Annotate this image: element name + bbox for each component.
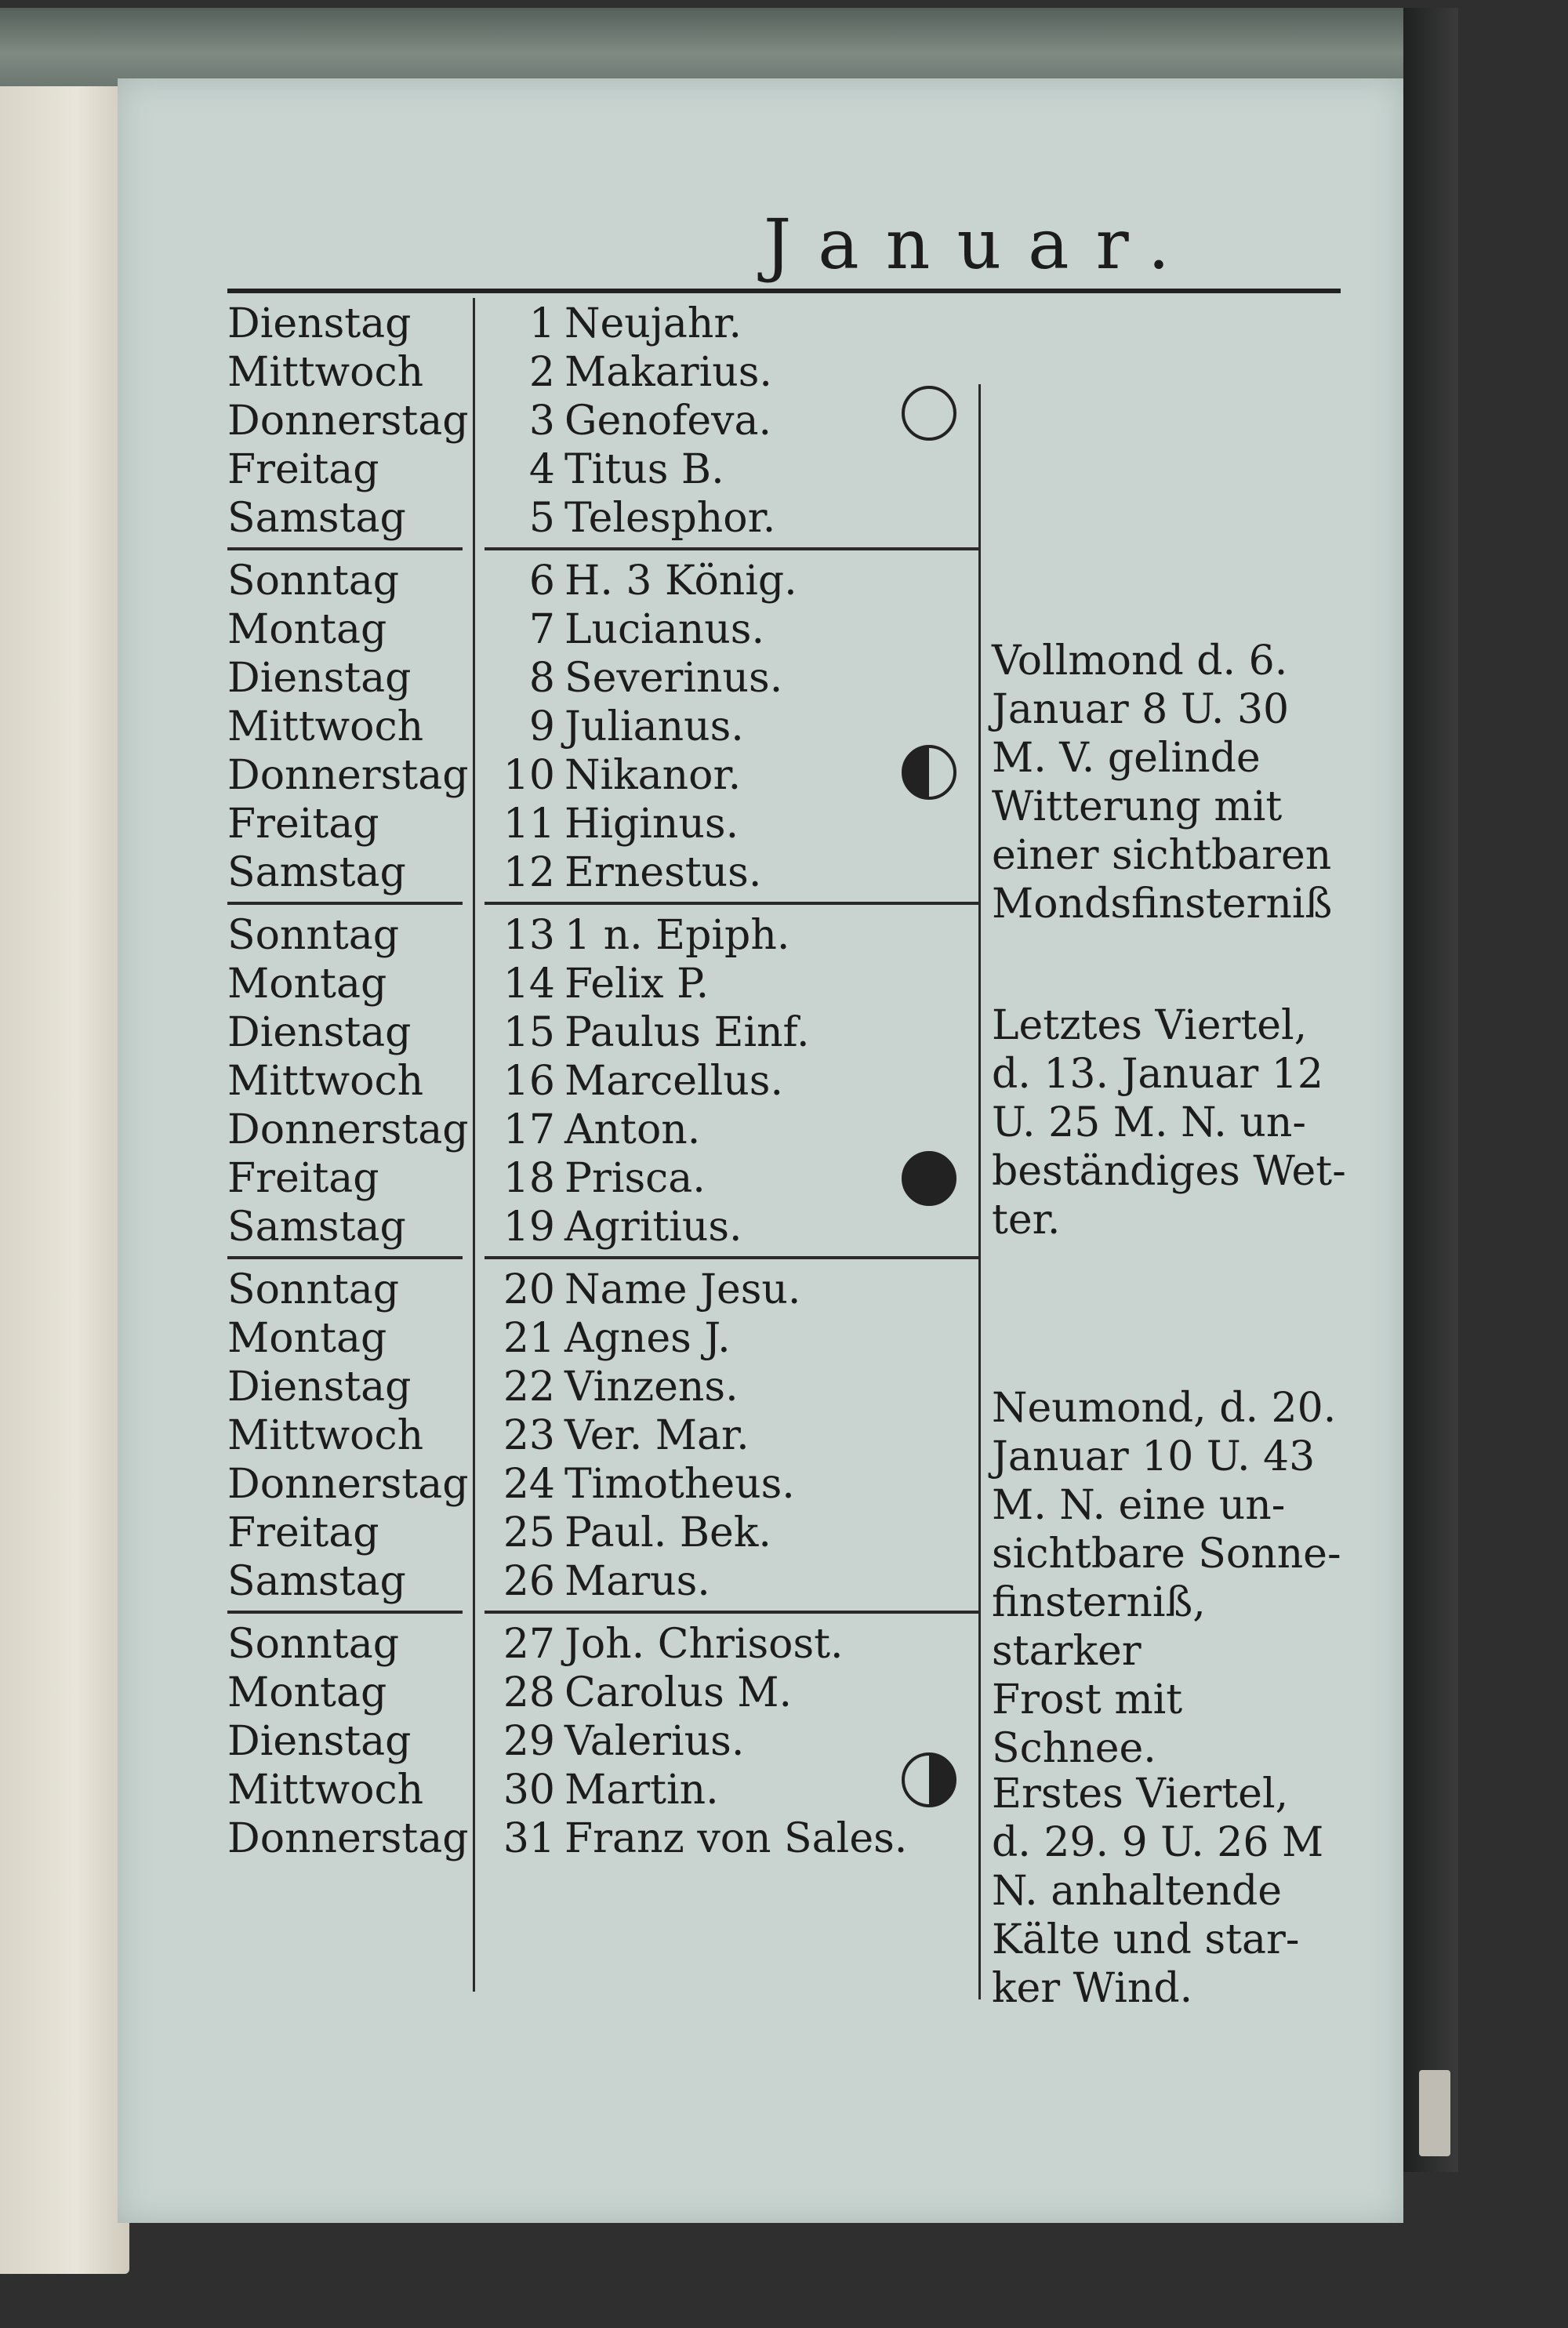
day-number: 4	[528, 446, 555, 493]
moon-phase-note	[992, 637, 1352, 928]
moon-note-line: Frost mit Schnee.	[992, 1676, 1183, 1772]
calendar-row	[485, 1266, 1096, 1314]
moon-note-line: M. N. eine un-	[992, 1482, 1286, 1529]
weekday-label: Donnerstag	[227, 1461, 469, 1508]
moon-note-line: einer sichtbaren	[992, 832, 1332, 879]
weekday-label: Dienstag	[227, 1718, 412, 1765]
weekday-label: Montag	[227, 606, 387, 653]
feast-name: Genofeva.	[564, 398, 772, 445]
week-divider	[485, 902, 978, 905]
day-number: 9	[528, 703, 555, 750]
feast-name: Anton.	[564, 1106, 701, 1153]
full-moon-icon	[902, 386, 956, 441]
day-number: 22	[503, 1364, 555, 1411]
weekday-label: Donnerstag	[227, 398, 469, 445]
book-cover-spine	[1403, 8, 1458, 2172]
left-page-edge	[0, 86, 129, 2274]
weekday-label: Samstag	[227, 1558, 406, 1605]
moon-note-line: beständiges Wet-	[992, 1148, 1346, 1195]
day-number: 3	[528, 398, 555, 445]
week-block	[485, 300, 1096, 543]
calendar-row	[485, 557, 1096, 605]
day-number: 5	[528, 495, 555, 542]
spine-tab	[1419, 2070, 1450, 2156]
first-quarter-icon	[902, 1752, 956, 1807]
feast-name: H. 3 König.	[564, 557, 797, 605]
day-number: 29	[503, 1718, 555, 1765]
feast-name: 1 n. Epiph.	[564, 912, 790, 959]
calendar-page	[118, 78, 1403, 2223]
moon-note-line: ker Wind.	[992, 1965, 1193, 2012]
week-divider	[485, 1611, 978, 1614]
moon-note-line: N. anhaltende	[992, 1868, 1283, 1915]
feast-name: Neujahr.	[564, 300, 742, 347]
day-number: 13	[503, 912, 555, 959]
feast-name: Name Jesu.	[564, 1266, 801, 1313]
feast-name: Franz von Sales.	[564, 1815, 908, 1862]
feast-name: Martin.	[564, 1767, 719, 1814]
weekday-label: Dienstag	[227, 300, 412, 347]
feast-name: Telesphor.	[564, 495, 776, 542]
moon-phase-note	[992, 1001, 1352, 1244]
feast-name: Vinzens.	[564, 1364, 739, 1411]
day-number: 25	[503, 1509, 555, 1556]
moon-phase-note	[992, 1770, 1352, 2013]
weekday-label: Freitag	[227, 446, 379, 493]
weekday-label: Mittwoch	[227, 349, 424, 396]
calendar-row	[485, 300, 1096, 348]
weekday-label: Samstag	[227, 495, 406, 542]
day-number: 8	[528, 655, 555, 702]
weekday-label: Mittwoch	[227, 1767, 424, 1814]
feast-name: Julianus.	[564, 703, 744, 750]
moon-note-line: Januar 10 U. 43	[992, 1433, 1316, 1480]
feast-name: Lucianus.	[564, 606, 764, 653]
moon-note-line: Neumond, d. 20.	[992, 1385, 1337, 1432]
weekday-label: Sonntag	[227, 1266, 400, 1313]
calendar-row	[485, 348, 1096, 397]
feast-name: Severinus.	[564, 655, 783, 702]
day-number: 12	[503, 849, 555, 896]
week-divider	[485, 547, 978, 550]
weekday-label: Montag	[227, 961, 387, 1008]
feast-name: Prisca.	[564, 1155, 706, 1202]
weekday-label: Sonntag	[227, 557, 400, 605]
last-quarter-icon	[902, 745, 956, 800]
moon-note-line: M. V. gelinde	[992, 735, 1261, 782]
weekday-label: Sonntag	[227, 1621, 400, 1668]
moon-note-line: Vollmond d. 6.	[992, 637, 1288, 685]
feast-name: Makarius.	[564, 349, 772, 396]
weekday-label: Montag	[227, 1669, 387, 1716]
moon-note-line: ter.	[992, 1197, 1061, 1244]
page-title: Januar.	[764, 204, 1196, 285]
feast-name: Nikanor.	[564, 752, 742, 799]
new-moon-icon	[902, 1151, 956, 1206]
feast-name: Higinus.	[564, 801, 739, 848]
calendar-row	[485, 494, 1096, 543]
moon-note-line: d. 13. Januar 12	[992, 1051, 1323, 1098]
week-divider	[227, 1611, 463, 1614]
moon-note-line: Januar 8 U. 30	[992, 686, 1290, 733]
moon-note-line: Letztes Viertel,	[992, 1002, 1308, 1049]
week-divider	[227, 1256, 463, 1259]
day-number: 23	[503, 1412, 555, 1459]
weekday-label: Mittwoch	[227, 1412, 424, 1459]
weekday-label: Mittwoch	[227, 1058, 424, 1105]
moon-note-line: Kälte und star-	[992, 1916, 1300, 1963]
day-number: 2	[528, 349, 555, 396]
day-number: 21	[503, 1315, 555, 1362]
day-number: 28	[503, 1669, 555, 1716]
feast-name: Ernestus.	[564, 849, 762, 896]
week-divider	[227, 902, 463, 905]
day-number: 26	[503, 1558, 555, 1605]
feast-name: Carolus M.	[564, 1669, 793, 1716]
day-number: 11	[503, 801, 555, 848]
moon-note-line: d. 29. 9 U. 26 M	[992, 1819, 1324, 1866]
day-number: 7	[528, 606, 555, 653]
weekday-label: Freitag	[227, 801, 379, 848]
day-number: 10	[503, 752, 555, 799]
weekday-label: Mittwoch	[227, 703, 424, 750]
feast-name: Joh. Chrisost.	[564, 1621, 844, 1668]
weekday-label: Samstag	[227, 849, 406, 896]
calendar-row	[485, 1314, 1096, 1363]
day-number: 16	[503, 1058, 555, 1105]
feast-name: Timotheus.	[564, 1461, 795, 1508]
day-number: 1	[528, 300, 555, 347]
weekday-label: Dienstag	[227, 1364, 412, 1411]
feast-name: Paul. Bek.	[564, 1509, 771, 1556]
day-number: 20	[503, 1266, 555, 1313]
moon-note-line: Mondsfinsterniß	[992, 881, 1333, 928]
day-number: 31	[503, 1815, 555, 1862]
feast-name: Titus B.	[564, 446, 724, 493]
feast-name: Marcellus.	[564, 1058, 783, 1105]
moon-phase-note	[992, 1384, 1352, 1773]
day-number: 17	[503, 1106, 555, 1153]
week-divider	[227, 547, 463, 550]
weekday-label: Freitag	[227, 1155, 379, 1202]
feast-name: Marus.	[564, 1558, 710, 1605]
week-divider	[485, 1256, 978, 1259]
calendar-row	[485, 397, 1096, 445]
weekday-label: Dienstag	[227, 655, 412, 702]
header-rule	[227, 289, 1341, 293]
feast-name: Agnes J.	[564, 1315, 731, 1362]
feast-name: Felix P.	[564, 961, 710, 1008]
feast-name: Paulus Einf.	[564, 1009, 810, 1056]
day-number: 30	[503, 1767, 555, 1814]
weekday-label: Donnerstag	[227, 1106, 469, 1153]
day-number: 27	[503, 1621, 555, 1668]
moon-note-line: U. 25 M. N. un-	[992, 1099, 1306, 1146]
feast-name: Valerius.	[564, 1718, 745, 1765]
weekday-label: Donnerstag	[227, 752, 469, 799]
moon-note-line: Witterung mit	[992, 783, 1283, 830]
day-number: 19	[503, 1204, 555, 1251]
weekday-label: Sonntag	[227, 912, 400, 959]
feast-name: Ver. Mar.	[564, 1412, 750, 1459]
day-number: 15	[503, 1009, 555, 1056]
day-number: 24	[503, 1461, 555, 1508]
weekday-label: Montag	[227, 1315, 387, 1362]
moon-note-line: sichtbare Sonne-	[992, 1531, 1341, 1578]
moon-note-line: Erstes Viertel,	[992, 1771, 1289, 1818]
day-number: 18	[503, 1155, 555, 1202]
weekday-label: Samstag	[227, 1204, 406, 1251]
day-number: 6	[528, 557, 555, 605]
moon-note-line: finsterniß, starker	[992, 1579, 1206, 1675]
calendar-row	[485, 445, 1096, 494]
day-number: 14	[503, 961, 555, 1008]
weekday-label: Freitag	[227, 1509, 379, 1556]
weekday-label: Donnerstag	[227, 1815, 469, 1862]
weekday-label: Dienstag	[227, 1009, 412, 1056]
feast-name: Agritius.	[564, 1204, 742, 1251]
